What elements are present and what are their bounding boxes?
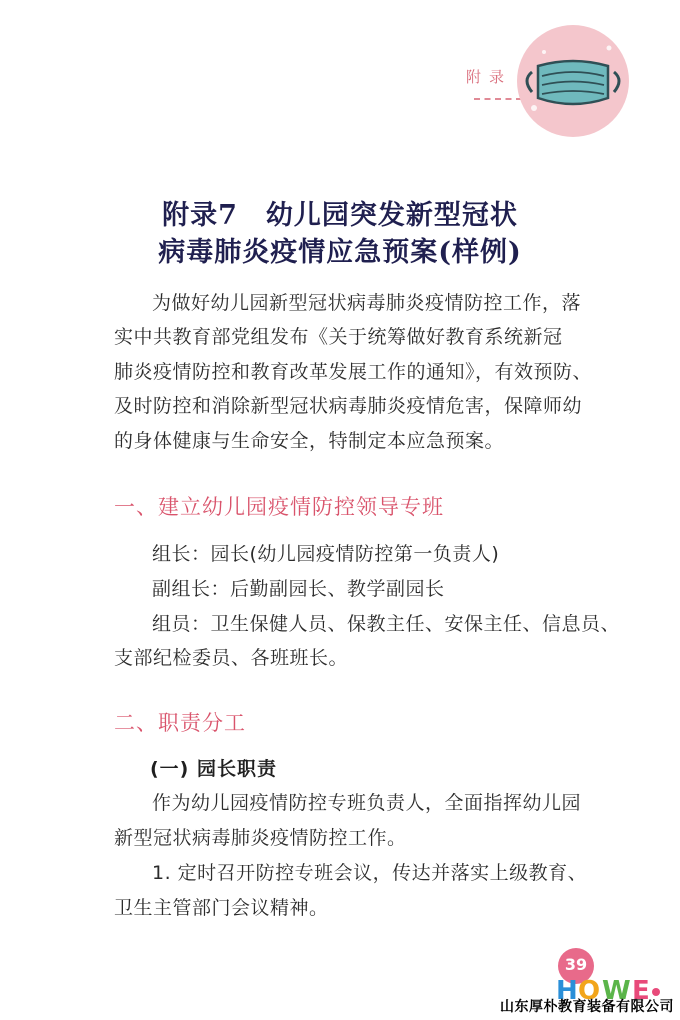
intro-line: 实中共教育部党组发布《关于统筹做好教育系统新冠: [114, 326, 563, 348]
intro-line: 肺炎疫情防控和教育改革发展工作的通知》，有效预防、: [114, 361, 593, 383]
intro-line: 及时防控和消除新型冠状病毒肺炎疫情危害，保障师幼: [114, 395, 583, 417]
svg-text:H: H: [556, 976, 578, 1004]
section2-line: 卫生主管部门会议精神。: [114, 897, 329, 919]
section-heading-2: 二、职责分工: [114, 711, 246, 735]
page-title-line-1: 附录7 幼儿园突发新型冠状: [162, 200, 518, 231]
section-tab-label: 附录: [466, 68, 513, 86]
section1-line: 副组长：后勤副园长、教学副园长: [152, 578, 445, 600]
page-number: 39: [564, 955, 588, 974]
svg-text:W: W: [602, 976, 631, 1004]
page-title-line-2: 病毒肺炎疫情应急预案(样例): [158, 237, 522, 268]
svg-text:E: E: [632, 976, 650, 1004]
section2-line: 新型冠状病毒肺炎疫情防控工作。: [114, 827, 407, 849]
subsection-heading: (一) 园长职责: [150, 758, 277, 780]
footer-company-name: 山东厚朴教育装备有限公司: [500, 999, 674, 1015]
intro-line: 的身体健康与生命安全，特制定本应急预案。: [114, 430, 505, 452]
face-mask-icon: [514, 22, 632, 140]
intro-line: 为做好幼儿园新型冠状病毒肺炎疫情防控工作，落: [152, 292, 582, 314]
svg-text:O: O: [578, 976, 601, 1004]
section-heading-1: 一、建立幼儿园疫情防控领导专班: [114, 495, 444, 519]
section1-line: 组长：园长(幼儿园疫情防控第一负责人): [152, 543, 500, 565]
section2-line: 作为幼儿园疫情防控专班负责人，全面指挥幼儿园: [152, 792, 582, 814]
section2-line: 1. 定时召开防控专班会议，传达并落实上级教育、: [152, 862, 588, 884]
section1-line: 支部纪检委员、各班班长。: [114, 647, 349, 669]
section1-line: 组员：卫生保健人员、保教主任、安保主任、信息员、: [152, 613, 621, 635]
